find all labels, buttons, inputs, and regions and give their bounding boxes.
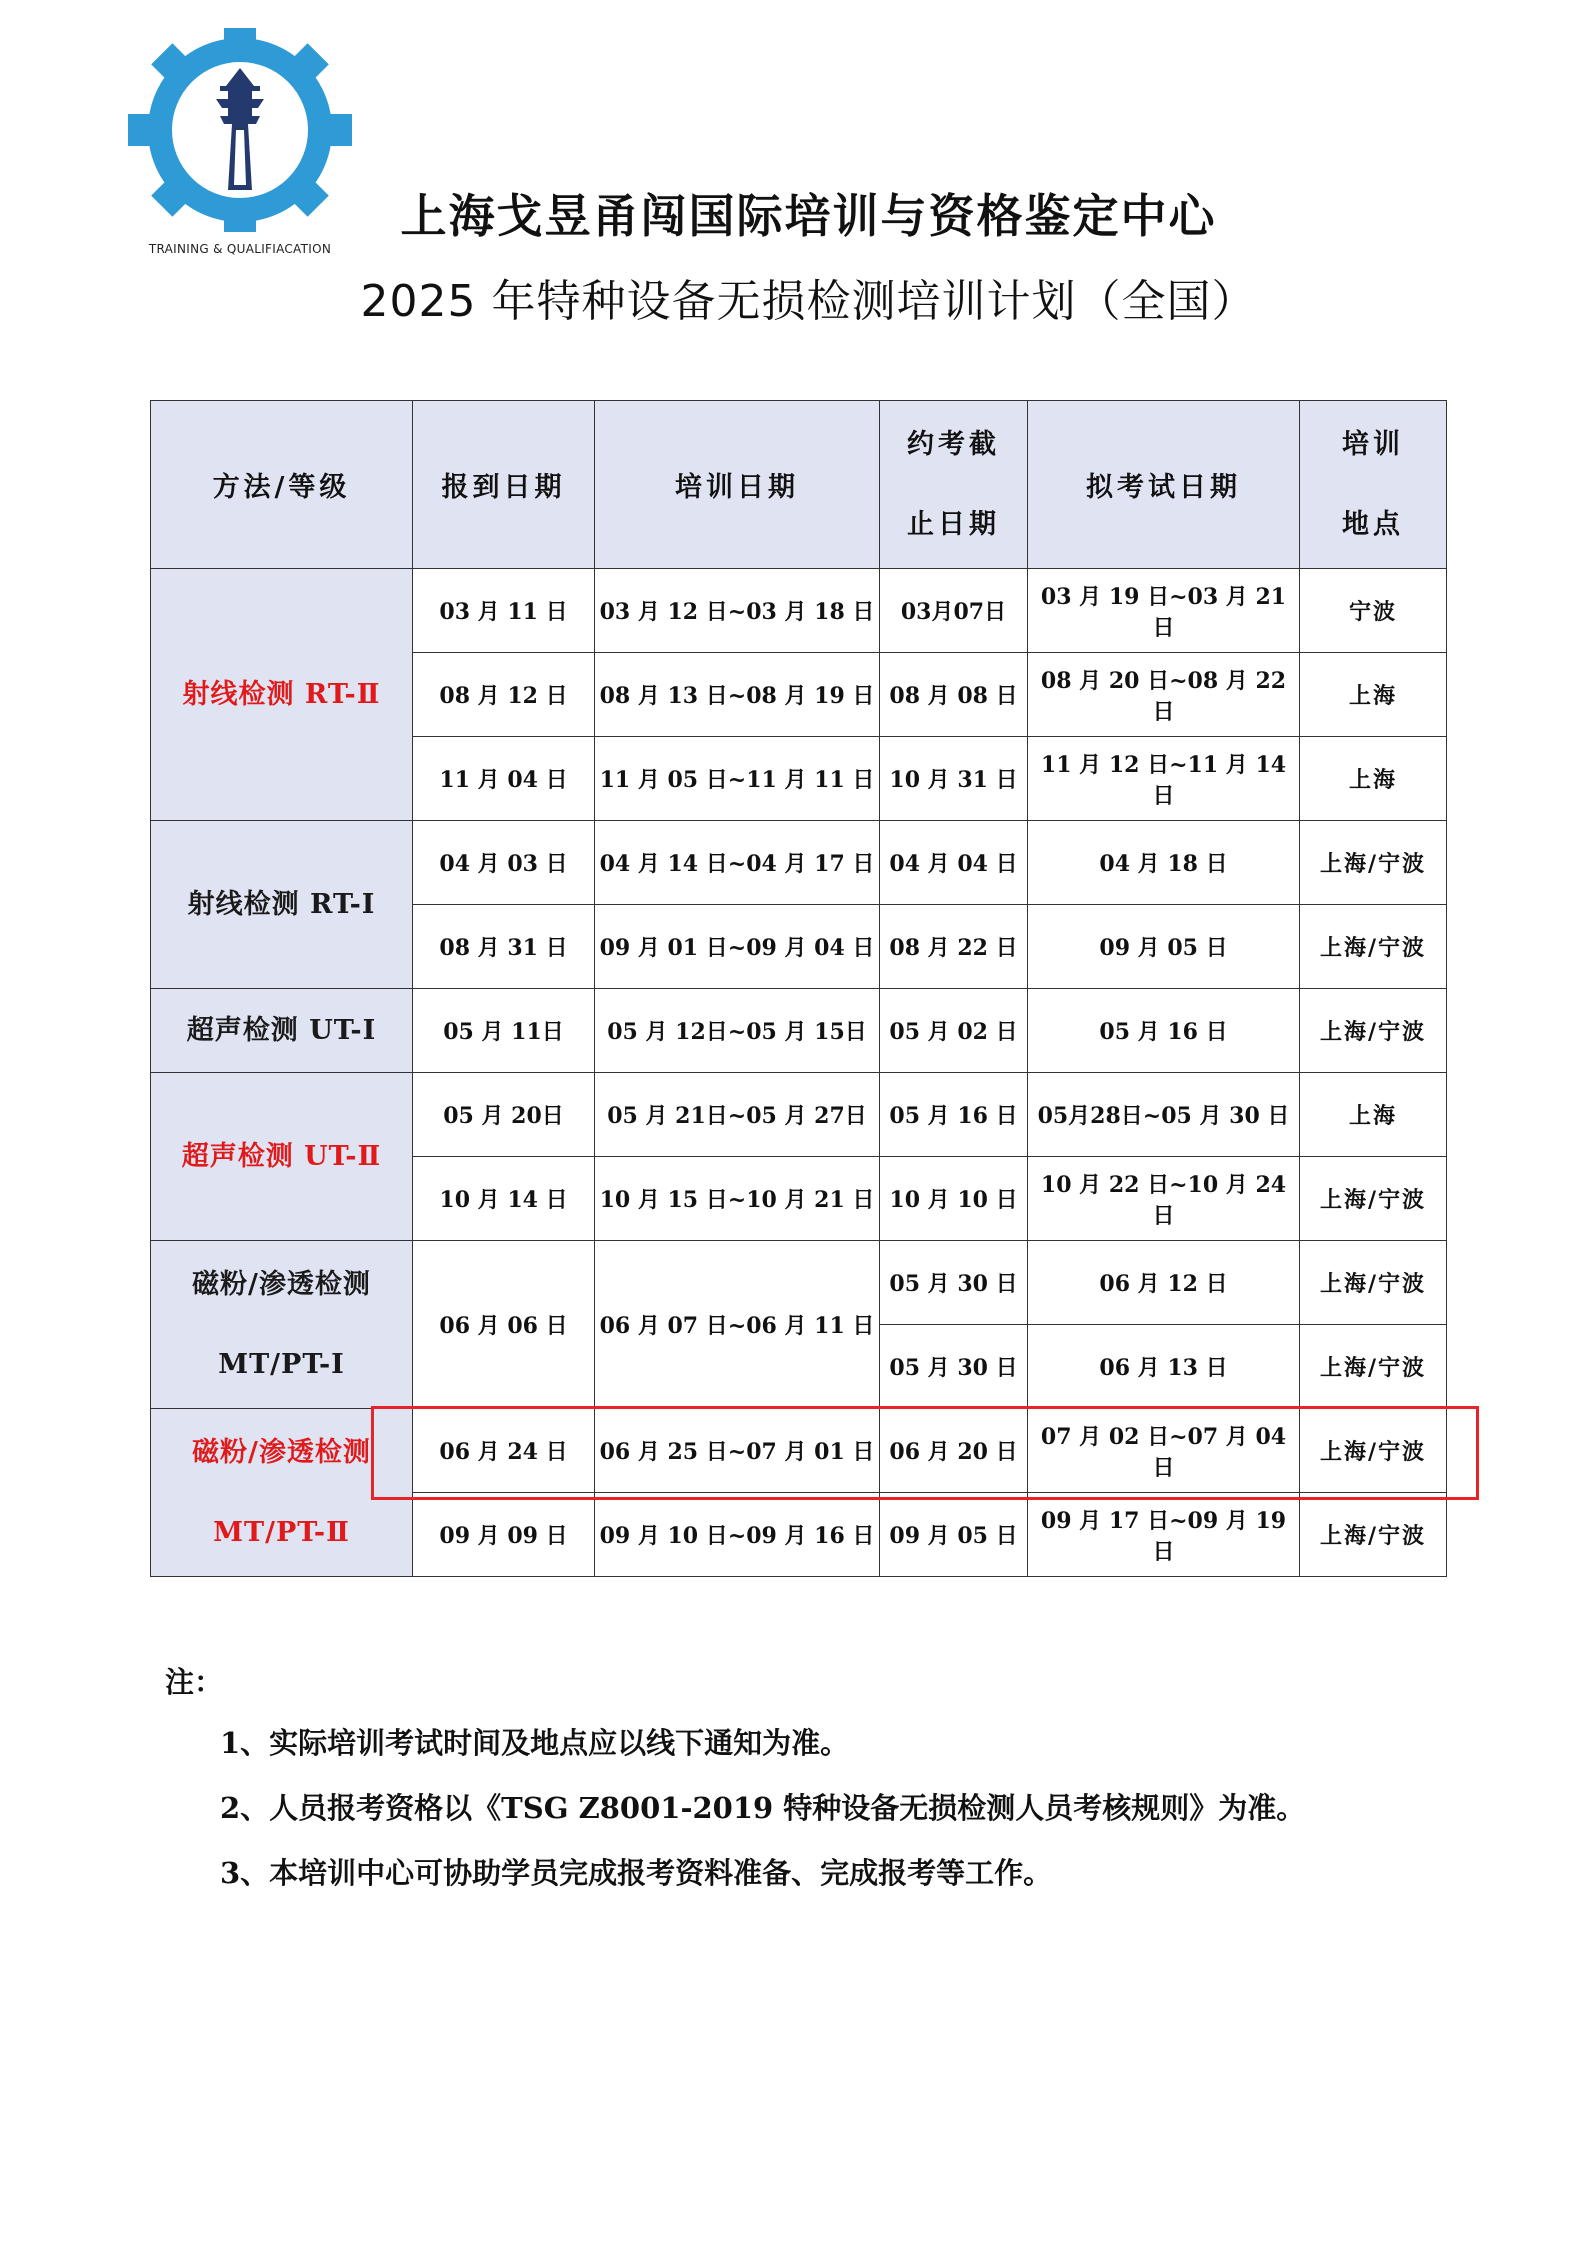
deadline-date: 05 月 30 日 [880, 1325, 1028, 1409]
training-date: 05 月 21日~05 月 27日 [595, 1073, 880, 1157]
exam-date: 09 月 17 日~09 月 19 日 [1028, 1493, 1300, 1577]
table-row [151, 1241, 1447, 1325]
header-deadline-line2: 止日期 [907, 508, 1000, 540]
table-row [151, 989, 1447, 1073]
report-date: 06 月 06 日 [413, 1241, 595, 1409]
deadline-date: 10 月 10 日 [880, 1157, 1028, 1241]
exam-date: 05 月 16 日 [1028, 989, 1300, 1073]
training-date: 10 月 15 日~10 月 21 日 [595, 1157, 880, 1241]
method-ut1: 超声检测 UT-Ⅰ [151, 989, 413, 1073]
report-date: 11 月 04 日 [413, 737, 595, 821]
notes-section [165, 1660, 1465, 1916]
deadline-date: 08 月 22 日 [880, 905, 1028, 989]
deadline-date: 05 月 02 日 [880, 989, 1028, 1073]
header-deadline [880, 401, 1028, 569]
exam-date: 11 月 12 日~11 月 14 日 [1028, 737, 1300, 821]
exam-date: 05月28日~05 月 30 日 [1028, 1073, 1300, 1157]
training-date: 05 月 12日~05 月 15日 [595, 989, 880, 1073]
organization-title: 上海戈昱甬闯国际培训与资格鉴定中心 [400, 189, 1217, 243]
location: 上海/宁波 [1300, 1493, 1447, 1577]
header-report-date: 报到日期 [413, 401, 595, 569]
table-row [151, 569, 1447, 653]
location: 宁波 [1300, 569, 1447, 653]
logo-caption: TRAINING & QUALIFIACATION [148, 242, 332, 256]
exam-date: 06 月 13 日 [1028, 1325, 1300, 1409]
method-mtpt1-line2: MT/PT-Ⅰ [218, 1348, 345, 1380]
report-date: 03 月 11 日 [413, 569, 595, 653]
report-date: 10 月 14 日 [413, 1157, 595, 1241]
report-date: 04 月 03 日 [413, 821, 595, 905]
report-date: 08 月 31 日 [413, 905, 595, 989]
table-row [151, 821, 1447, 905]
note-item: 1、实际培训考试时间及地点应以线下通知为准。 [220, 1726, 850, 1760]
location: 上海/宁波 [1300, 1409, 1447, 1493]
deadline-date: 05 月 16 日 [880, 1073, 1028, 1157]
method-mtpt1 [151, 1241, 413, 1409]
table-header-row [151, 401, 1447, 569]
training-date: 04 月 14 日~04 月 17 日 [595, 821, 880, 905]
location: 上海/宁波 [1300, 905, 1447, 989]
method-mtpt2 [151, 1409, 413, 1577]
location: 上海 [1300, 1073, 1447, 1157]
deadline-date: 09 月 05 日 [880, 1493, 1028, 1577]
table-row [151, 1073, 1447, 1157]
report-date: 05 月 11日 [413, 989, 595, 1073]
exam-date: 06 月 12 日 [1028, 1241, 1300, 1325]
deadline-date: 06 月 20 日 [880, 1409, 1028, 1493]
method-mtpt1-line1: 磁粉/渗透检测 [192, 1268, 371, 1300]
table-row [151, 1409, 1447, 1493]
header-location-line1: 培训 [1342, 428, 1404, 460]
deadline-date: 10 月 31 日 [880, 737, 1028, 821]
deadline-date: 04 月 04 日 [880, 821, 1028, 905]
method-rt1: 射线检测 RT-Ⅰ [151, 821, 413, 989]
report-date: 05 月 20日 [413, 1073, 595, 1157]
exam-date: 09 月 05 日 [1028, 905, 1300, 989]
exam-date: 10 月 22 日~10 月 24 日 [1028, 1157, 1300, 1241]
report-date: 09 月 09 日 [413, 1493, 595, 1577]
header-method: 方法/等级 [151, 401, 413, 569]
training-date: 03 月 12 日~03 月 18 日 [595, 569, 880, 653]
training-date: 09 月 01 日~09 月 04 日 [595, 905, 880, 989]
exam-date: 08 月 20 日~08 月 22 日 [1028, 653, 1300, 737]
training-date: 11 月 05 日~11 月 11 日 [595, 737, 880, 821]
method-rt2: 射线检测 RT-Ⅱ [151, 569, 413, 821]
exam-date: 04 月 18 日 [1028, 821, 1300, 905]
note-item: 3、本培训中心可协助学员完成报考资料准备、完成报考等工作。 [220, 1856, 1053, 1890]
report-date: 08 月 12 日 [413, 653, 595, 737]
header-location-line2: 地点 [1342, 508, 1404, 540]
training-date: 08 月 13 日~08 月 19 日 [595, 653, 880, 737]
location: 上海/宁波 [1300, 1157, 1447, 1241]
deadline-date: 05 月 30 日 [880, 1241, 1028, 1325]
note-item: 2、人员报考资格以《TSG Z8001-2019 特种设备无损检测人员考核规则》为准。 [220, 1791, 1306, 1825]
location: 上海/宁波 [1300, 1241, 1447, 1325]
notes-heading: 注： [165, 1665, 224, 1699]
report-date: 06 月 24 日 [413, 1409, 595, 1493]
method-mtpt2-line1: 磁粉/渗透检测 [192, 1436, 371, 1468]
training-date: 09 月 10 日~09 月 16 日 [595, 1493, 880, 1577]
training-schedule-table [150, 400, 1447, 1577]
location: 上海/宁波 [1300, 821, 1447, 905]
header-exam-date: 拟考试日期 [1028, 401, 1300, 569]
deadline-date: 08 月 08 日 [880, 653, 1028, 737]
exam-date: 03 月 19 日~03 月 21 日 [1028, 569, 1300, 653]
header-location [1300, 401, 1447, 569]
location: 上海/宁波 [1300, 1325, 1447, 1409]
location: 上海 [1300, 653, 1447, 737]
training-date: 06 月 07 日~06 月 11 日 [595, 1241, 880, 1409]
header-training-date: 培训日期 [595, 401, 880, 569]
document-title: 2025 年特种设备无损检测培训计划（全国） [360, 276, 1257, 327]
header-deadline-line1: 约考截 [907, 428, 1000, 460]
exam-date: 07 月 02 日~07 月 04 日 [1028, 1409, 1300, 1493]
method-mtpt2-line2: MT/PT-Ⅱ [213, 1516, 350, 1548]
location: 上海/宁波 [1300, 989, 1447, 1073]
method-ut2: 超声检测 UT-Ⅱ [151, 1073, 413, 1241]
deadline-date: 03月07日 [880, 569, 1028, 653]
location: 上海 [1300, 737, 1447, 821]
training-date: 06 月 25 日~07 月 01 日 [595, 1409, 880, 1493]
